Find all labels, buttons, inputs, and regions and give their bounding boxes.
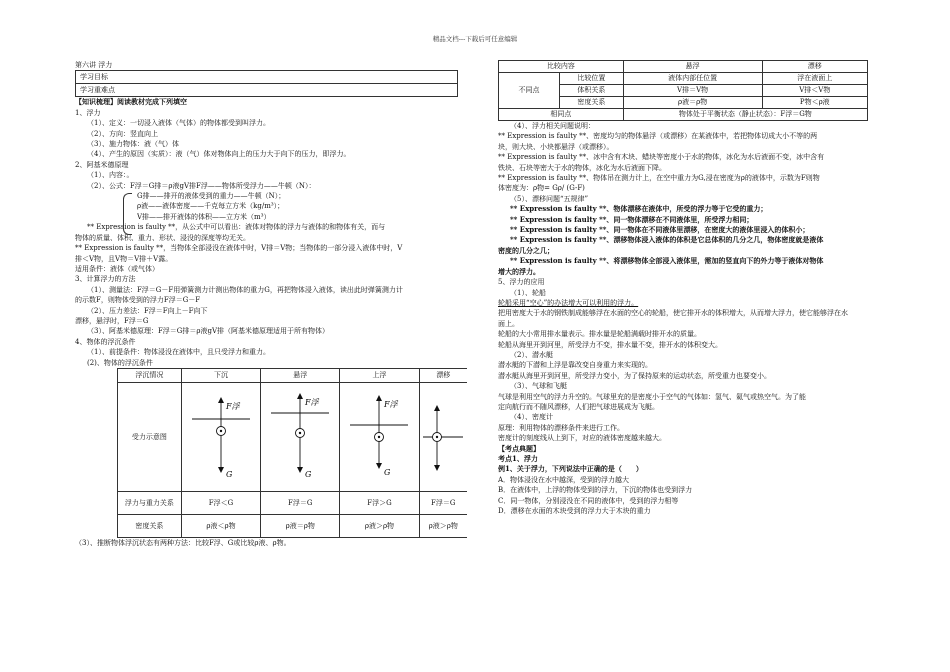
text-line: （2）、压力差法：F浮＝F向上－F向下 xyxy=(87,306,208,315)
compare-cell: V排＜V物 xyxy=(762,85,867,97)
text-line: D．漂移在水面的木块受到的浮力大于木块的重力 xyxy=(498,507,651,516)
rule-line: ** Expression is faulty **、将漂移物体全部浸入液体里，需加的竖直向下的外力等于液体对物体 xyxy=(510,256,824,266)
rule-line: ** Expression is faulty **、同一物体在不同液体里漂移，在密度大的液体里浸入的体积小； xyxy=(510,225,810,235)
force-relation: F浮＜G xyxy=(181,491,260,514)
fig-suspend xyxy=(261,382,340,491)
text-line: 排＜V物，且V物＝V排＋V露。 xyxy=(75,254,173,263)
text-line: （3）、施力物体：液（气）体 xyxy=(87,140,179,149)
rules-block xyxy=(498,204,868,277)
float-sink-table xyxy=(117,368,467,538)
section-title: 【知识梳理】阅读教材完成下列填空 xyxy=(75,97,187,107)
rule-line: 增大的浮力。 xyxy=(498,266,540,276)
left-column xyxy=(75,60,458,548)
text-line: 定向航行而不随风漂移，人们把气球进展成为飞艇。 xyxy=(498,402,659,411)
g-label: G xyxy=(384,468,391,478)
formula-definitions xyxy=(75,191,458,222)
text-block-b xyxy=(75,222,458,368)
text-line: （1）、定义：一切浸入液体（气体）的物体都受到叫浮力。 xyxy=(87,119,270,128)
force-diagram-suspend xyxy=(267,385,333,485)
goals-table xyxy=(75,70,458,97)
text-line: 3、计算浮力的方法 xyxy=(75,275,136,284)
text-line: 例1、关于浮力，下列说法中正确的是（ ） xyxy=(498,464,643,474)
text-line: （2）、潜水艇 xyxy=(510,350,553,359)
text-line: （3）、阿基米德原理：F浮＝G排＝ρ液gV排（阿基米德原理适用于所有物体） xyxy=(87,327,330,336)
force-relation: F浮＝G xyxy=(261,491,340,514)
float-header: 漂移 xyxy=(419,368,467,382)
brace-mark xyxy=(123,193,132,235)
text-block-d xyxy=(498,277,868,516)
page-header: 精品文档---下载后可任意编辑 xyxy=(432,35,518,43)
float-header: 浮沉情况 xyxy=(118,368,182,382)
text-line: ** Expression is faulty **、冰中含有木块、蜡块等密度小于水的物体，冰化为水后液面不变，冰中含有 xyxy=(498,153,825,162)
text-line: 铁块、石块等密大于水的物体，冰化为水后液面下降。 xyxy=(498,163,666,172)
text-line: （5）、漂移问题“五规律” xyxy=(510,194,589,203)
compare-cell: 浮在液面上 xyxy=(762,73,867,85)
text-line: （3）、气球和飞艇 xyxy=(510,382,567,391)
brace-line: ρ液——液体密度——千克每立方米（kg/m³）； xyxy=(137,202,285,211)
text-block-c xyxy=(498,121,868,204)
force-row-label: 浮力与重力关系 xyxy=(118,491,182,514)
density-relation: ρ液＞ρ物 xyxy=(419,514,467,537)
text-line: ** Expression is faulty **，从公式中可以看出：液体对物体的浮力与液体的和物体有关，而与 xyxy=(87,223,386,232)
text-line: B．在液体中，上浮的物体受到的浮力，下沉的物体也受到浮力 xyxy=(498,486,693,495)
text-line: （1）、轮船 xyxy=(510,288,546,297)
text-line: C．同一物体，分别浸没在不同的液体中，受到的浮力相等 xyxy=(498,496,679,505)
compare-header: 悬浮 xyxy=(623,61,762,73)
text-line: 【考点典题】 xyxy=(498,443,540,453)
float-header: 悬浮 xyxy=(261,368,340,382)
density-relation: ρ液＞ρ物 xyxy=(340,514,419,537)
fig-float xyxy=(419,382,467,491)
text-line: A．物体浸没在水中越深，受到的浮力越大 xyxy=(498,475,630,484)
compare-cell: V排＝V物 xyxy=(623,85,762,97)
compare-cell: 液体内部任位置 xyxy=(623,73,762,85)
text-line: ** Expression is faulty **、物体吊在测力计上，在空中重力为G,浸在密度为ρ的液体中，示数为F则物 xyxy=(498,174,820,183)
text-line: 把用密度大于水的钢铁制成能够浮在水面的空心的轮船，使它排开水的体积增大，从而增大浮力，使它能够浮在水 xyxy=(498,309,848,318)
text-line: 密度计的刻度线从上到下，对应的液体密度越来越大。 xyxy=(498,434,666,443)
lesson-title: 第六讲 浮力 xyxy=(75,61,113,69)
text-line: （1）、前提条件：物体浸没在液体中，且只受浮力和重力。 xyxy=(87,348,270,357)
text-line: 漂移，悬浮时，F浮＝G xyxy=(75,316,149,325)
text-line: 考点1、浮力 xyxy=(498,454,538,463)
text-line: 面上。 xyxy=(498,319,519,328)
text-line: 潜水艇的下潜和上浮是靠改变自身重力来实现的。 xyxy=(498,361,652,370)
text-line: 体密度为：ρ物= Gρ/ (G-F) xyxy=(498,184,585,193)
text-line: （2）、公式：F浮＝G排＝ρ液gV排F浮——物体所受浮力——牛顿（N）： xyxy=(87,181,316,190)
rule-line: ** Expression is faulty **、同一物体漂移在不同液体里，所受浮力相同； xyxy=(510,214,754,224)
text-line: 块，则大块、小块都悬浮（或漂移）。 xyxy=(498,142,614,151)
text-line: （4）、密度计 xyxy=(510,413,553,422)
rule-line: 密度的几分之几； xyxy=(498,245,554,255)
f-label: F浮 xyxy=(305,398,319,408)
force-diagram-sink xyxy=(188,385,254,485)
density-relation: ρ液＝ρ物 xyxy=(261,514,340,537)
text-line: 的示数F，则物体受到的浮力F浮＝G－F xyxy=(75,296,201,305)
text-line: 4、物体的浮沉条件 xyxy=(75,337,136,346)
text-line: 5、浮力的应用 xyxy=(498,278,545,287)
text-line: (2)、物体的浮沉条件 xyxy=(87,358,153,367)
force-diagram-rise xyxy=(346,385,412,485)
force-relation: F浮＞G xyxy=(340,491,419,514)
f-label: F浮 xyxy=(384,400,398,410)
compare-header: 漂移 xyxy=(762,61,867,73)
compare-header: 比较内容 xyxy=(499,61,624,73)
text-line: 2、阿基米德原理 xyxy=(75,160,129,169)
fig-row-label: 受力示意图 xyxy=(118,382,182,491)
fig-rise xyxy=(340,382,419,491)
g-label: G xyxy=(225,470,233,480)
compare-common-value: 物体处于平衡状态（静止状态）：F浮＝G物 xyxy=(623,109,867,121)
text-line: 潜水艇从海里开到河里，所受浮力变小，为了保持原来的运动状态，所受重力也要变小。 xyxy=(498,371,771,380)
text-line: 原理：利用物体的漂移条件来进行工作。 xyxy=(498,423,624,432)
goals-cell: 学习目标 xyxy=(76,71,458,84)
text-line: （1）、测量法：F浮＝G－F用弹簧测力计测出物体的重力G，再把物体浸入液体，读出此时弹簧测力计 xyxy=(87,285,403,294)
density-relation: ρ液＜ρ物 xyxy=(181,514,260,537)
brace-line: G排——排开的液体受到的重力——牛顿（N）； xyxy=(137,192,286,201)
text-line: 适用条件：液体（或气体） xyxy=(75,264,159,273)
text-line: （4）、浮力相关问题说明： xyxy=(510,122,595,130)
f-label: F浮 xyxy=(225,402,240,412)
compare-cell: 密度关系 xyxy=(560,97,624,109)
text-line: （4）、产生的原因（实质）：液（气）体对物体向上的压力大于向下的压力，即浮力。 xyxy=(87,150,351,159)
text-line: 轮船采用“空心”的办法增大可以利用的浮力。 xyxy=(498,298,639,307)
compare-cell: 比较位置 xyxy=(560,73,624,85)
rule-line: ** Expression is faulty **、物体漂移在液体中，所受的浮力等于它受的重力； xyxy=(510,204,768,214)
text-line: 轮船从海里开到河里，所受浮力不变，排水量不变，排开水的体积变大。 xyxy=(498,340,722,349)
text-block-a xyxy=(75,108,458,191)
key-points-cell: 学习重难点 xyxy=(76,84,458,97)
text-line: 轮船的大小常用排水量表示。排水量是轮船满载时排开水的质量。 xyxy=(498,330,701,339)
text-line: （2）、方向：竖直向上 xyxy=(87,129,158,138)
float-header: 下沉 xyxy=(181,368,260,382)
brace-line: V排——排开液体的体积——立方米（m³） xyxy=(137,212,271,221)
last-line: （3）、推断物体浮沉状态有两种方法：比较F浮、G或比较ρ液、ρ物。 xyxy=(75,538,291,547)
text-line: 1、浮力 xyxy=(75,108,101,117)
force-relation: F浮＝G xyxy=(419,491,467,514)
text-line: ** Expression is faulty **，当物体全部浸没在液体中时，V排＝V物；当物体的一部分浸入液体中时，V xyxy=(75,244,403,253)
compare-cell: P物＜ρ液 xyxy=(762,97,867,109)
g-label: G xyxy=(305,470,312,480)
compare-table xyxy=(498,60,868,121)
density-row-label: 密度关系 xyxy=(118,514,182,537)
text-line: ** Expression is faulty **、密度均匀的物体悬浮（或漂移）在某液体中，若把物体切成大小不等的两 xyxy=(498,132,818,141)
float-header: 上浮 xyxy=(340,368,419,382)
fig-sink xyxy=(181,382,260,491)
right-column xyxy=(498,60,868,516)
compare-group-label: 不同点 xyxy=(499,73,560,109)
compare-cell: 体积关系 xyxy=(560,85,624,97)
rule-line: ** Expression is faulty **、漂移物体浸入液体的体积是它总体积的几分之几，物体密度就是液体 xyxy=(510,235,824,245)
text-line: 物体的质量、体积、重力、形状、浸没的深度等均无关。 xyxy=(75,233,250,242)
force-diagram-float xyxy=(423,385,463,485)
text-line: （1）、内容：。 xyxy=(87,171,134,180)
compare-common-label: 相同点 xyxy=(499,109,624,121)
compare-cell: ρ液＝ρ物 xyxy=(623,97,762,109)
text-line: 气球是利用空气的浮力升空的。气球里充的是密度小于空气的气体如：氢气、氦气或热空气。为了能 xyxy=(498,392,806,401)
